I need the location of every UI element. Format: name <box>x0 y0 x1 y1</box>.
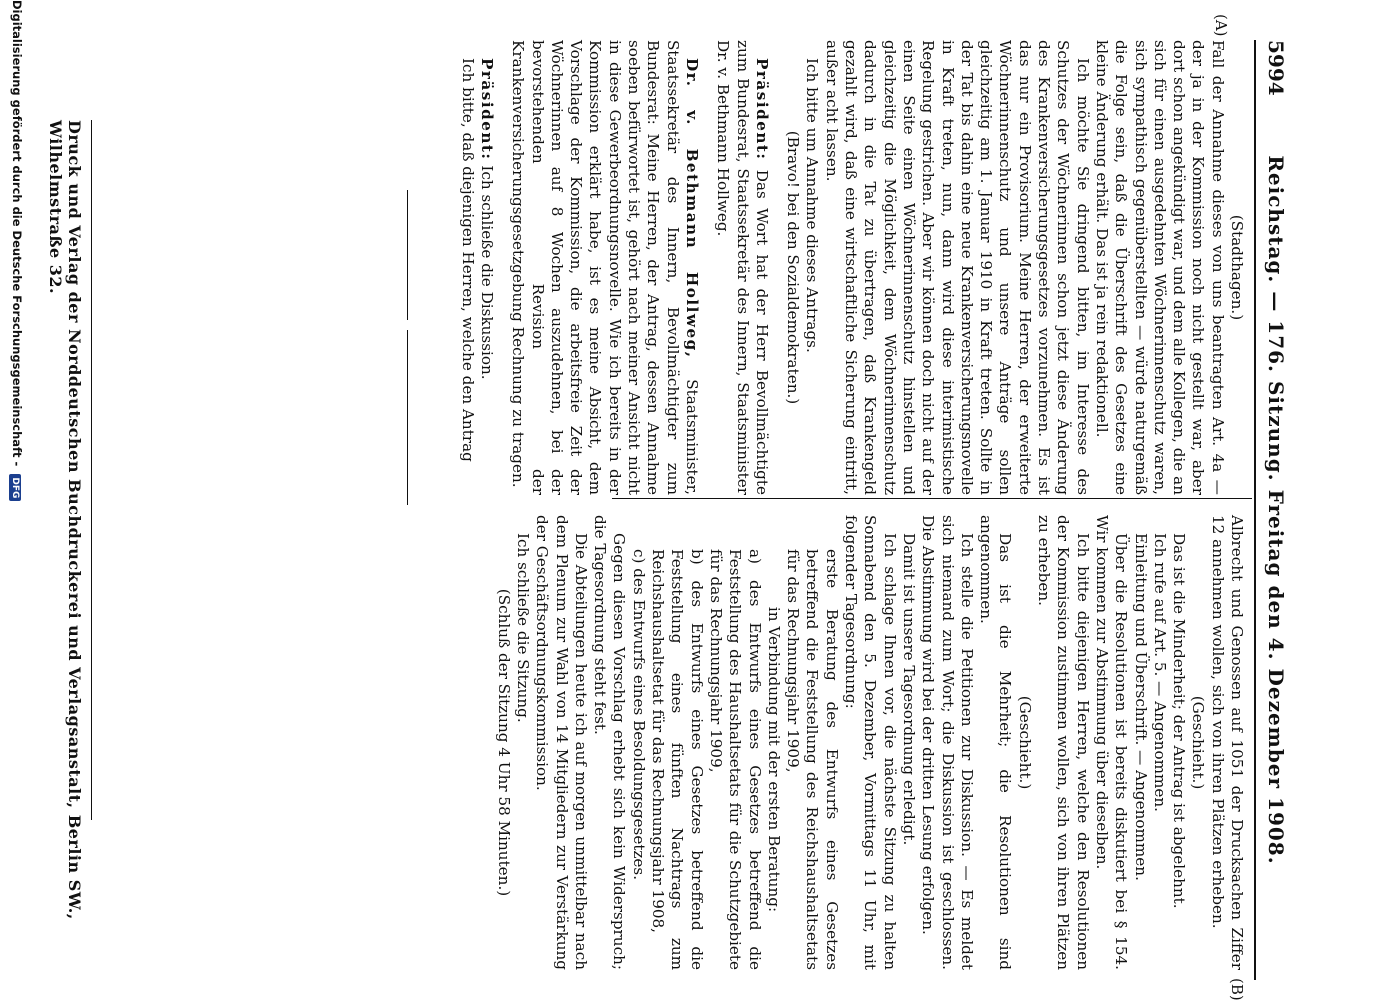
paragraph <box>841 515 899 970</box>
paragraph <box>771 40 783 495</box>
paragraph <box>706 515 764 970</box>
paragraph <box>493 515 512 970</box>
paragraph <box>783 40 802 495</box>
margin-mark-b: (B) <box>1228 978 1246 1001</box>
paragraph-text: Ich rufe auf Art. 5. — Angenommen. <box>1150 533 1169 812</box>
paragraph-text: Fall der Annahme dieses von uns beantragten Art. 4a — der ja in der Kommission noch nicht gestellt war, aber dort schon angekündigt war, und dem alle Kollegen, die an sich für einen ausgedehnten Wöchnerinnenschutz waren, sich sympathisch gegenüberstellten — würde naturgemäß die Folge sein, daß die Überschrift des Gesetzes eine kleine Änderung erhält. Das ist ja rein redaktionell. <box>1092 40 1227 495</box>
paragraph <box>457 40 476 495</box>
paragraph <box>1227 40 1246 495</box>
column-rule <box>612 498 1252 499</box>
paragraph <box>976 515 1015 970</box>
page-number: 5994 <box>1264 40 1288 96</box>
paragraph <box>1207 515 1246 970</box>
paragraph-text: Staatsminister, Staatssekretär des Innern, Bevollmächtigter zum Bundesrat: Meine Herren, der Antrag, dessen Annahme soeben befürwortet ist, gehört nach meiner Ansicht nicht in diese Gewerbeordnungsnovelle. Wie ich bereits in der Kommission erklärt habe, ist es meine Absicht, dem Vorschlage der Kommission, die arbeitsfreie Zeit der Wöchnerinnen auf 8 Wochen auszudehnen, bei der bevorstehenden Revision der Krankenversicherungsgesetzgebung Rechnung zu tragen. <box>509 40 701 495</box>
header-rule <box>1254 40 1256 980</box>
paragraph-text: Ich möchte Sie dringend bitten, im Interesse des Schutzes der Wöchnerinnen schon jetzt diese Änderung des Krankenversicherungsgesetzes vorzunehmen. Es ist das nur ein Provisorium. Meine Herren, der erweiterte Wöchnerinnenschutz und unsere Anträge sollen gleichzeitig am 1. Januar 1910 in Kraft treten. Sollte in der Tat bis dahin eine neue Krankenversicherungsnovelle in Kraft treten, nun, dann wird diese interimistische Regelung gestrichen. Aber wir können doch nicht auf der einen Seite einen Wöchnerinnenschutz hinstellen und gleichzeitig die Möglichkeit, dem Wöchnerinnenschutz dadurch in die Tat zu übertragen, daß Krankengeld gezahlt wird, daß eine wirtschaftliche Sicherung eintritt, außer acht lassen. <box>822 40 1092 495</box>
paragraph <box>1188 515 1207 970</box>
paragraph <box>496 40 508 495</box>
speaker-name: Präsident: <box>752 58 771 161</box>
paragraph-text: Das ist die Mehrheit; die Resolutionen sind angenommen. <box>977 515 1015 970</box>
paragraph <box>532 515 590 970</box>
paragraph <box>513 515 532 970</box>
paragraph <box>899 515 918 970</box>
right-column <box>493 515 1246 970</box>
paragraph <box>1014 515 1033 970</box>
paragraph <box>783 515 841 970</box>
paragraph <box>1092 40 1227 495</box>
paragraph <box>918 515 976 970</box>
paragraph-text: Das Wort hat der Herr Bevollmächtigte zum Bundesrat, Staatssekretär des Innern, Staatsminister Dr. v. Bethmann Hollweg. <box>714 40 771 495</box>
speaker-name: Dr. v. Bethmann Hollweg, <box>682 58 701 359</box>
paragraph <box>590 515 629 970</box>
paragraph <box>701 40 713 495</box>
dfg-logo: DFG <box>9 474 21 501</box>
paragraph-text: Ich schließe die Diskussion. <box>478 165 497 380</box>
paragraph-text: (Geschieht.) <box>1189 695 1208 790</box>
paragraph <box>764 515 783 970</box>
paragraph-text: Über die Resolutionen ist bereits diskutiert bei § 154. Wir kommen zur Abstimmung über dieselben. <box>1092 515 1131 970</box>
paragraph-text: (Schluß der Sitzung 4 Uhr 58 Minuten.) <box>494 588 513 897</box>
left-column <box>457 40 1246 495</box>
paragraph-text: Ich stelle die Petitionen zur Diskussion. — Es meldet sich niemand zum Wort; die Diskussion ist geschlossen. Die Abstimmung wird bei der dritten Lesung erfolgen. <box>919 515 976 970</box>
paragraph-text: Ich schlage Ihnen vor, die nächste Sitzung zu halten Sonnabend den 5. Dezember, Vormittags 11 Uhr, mit folgender Tagesordnung: <box>842 515 899 970</box>
end-rule-left <box>407 190 408 320</box>
paragraph <box>713 40 771 495</box>
paragraph-text: Das ist die Minderheit; der Antrag ist abgelehnt. <box>1170 533 1189 909</box>
paragraph-text: (Geschieht.) <box>1015 695 1034 790</box>
paragraph-text: in Verbindung mit der ersten Beratung: <box>764 606 783 913</box>
end-rule-right <box>407 330 408 505</box>
paragraph <box>648 515 706 970</box>
paragraph-text: Ich bitte diejenigen Herren, welche den Resolutionen der Kommission zustimmen wollen, sich von ihren Plätzen zu erheben. <box>1035 515 1092 970</box>
paragraph <box>1092 515 1131 970</box>
paragraph <box>821 40 1091 495</box>
paragraph-text: Ich schließe die Sitzung. <box>514 533 533 723</box>
imprint-rule <box>91 120 92 820</box>
paragraph-text: Albrecht und Genossen auf 1051 der Drucksachen Ziffer 12 annehmen wollen, sich von ihren Plätzen erheben. <box>1208 515 1246 970</box>
footer-text: Digitalisierung gefördert durch die Deutsche Forschungsgemeinschaft - <box>10 0 24 467</box>
paragraph-text: Gegen diesen Vorschlag erhebt sich kein Widerspruch; die Tagesordnung steht fest. <box>591 515 629 970</box>
margin-mark-a: (A) <box>1212 14 1230 37</box>
paragraph-text: b) des Entwurfs eines Gesetzes betreffend die Feststellung eines fünften Nachtrags zum Reichshaushaltsetat für das Rechnungsjahr 1908, <box>649 549 706 970</box>
paragraph <box>1150 515 1169 970</box>
paragraph <box>1169 515 1188 970</box>
paragraph <box>802 40 821 495</box>
paragraph-text: Damit ist unsere Tagesordnung erledigt. <box>899 533 918 846</box>
paragraph <box>629 515 648 970</box>
page-header <box>1260 40 1290 980</box>
paragraph <box>1034 515 1092 970</box>
imprint: Druck und Verlag der Norddeutschen Buchdruckerei und Verlagsanstalt, Berlin SW., Wilhelmstraße 32. <box>46 120 84 920</box>
paragraph-text: Die Abteilungen heute ich auf morgen unmittelbar nach dem Plenum zur Wahl von 14 Mitgliedern zur Verstärkung der Geschäftsordnungskommission. <box>533 515 590 970</box>
digitization-footer <box>9 0 24 1000</box>
page-title: Reichstag. — 176. Sitzung. Freitag den 4. Dezember 1908. <box>1264 155 1288 865</box>
speaker-name: Präsident: <box>478 58 497 161</box>
paragraph-text: Einleitung und Überschrift. — Angenommen. <box>1131 533 1150 881</box>
paragraph <box>477 40 496 495</box>
paragraph <box>508 40 701 495</box>
paragraph-text: erste Beratung des Entwurfs eines Gesetzes betreffend die Feststellung des Reichshaushaltsetats für das Rechnungsjahr 1909, <box>784 549 841 970</box>
paragraph-text: a) des Entwurfs eines Gesetzes betreffend die Feststellung des Haushaltsetats für die Schutzgebiete für das Rechnungsjahr 1909, <box>706 549 764 970</box>
paragraph-text: (Bravo! bei den Sozialdemokraten.) <box>784 130 803 405</box>
paragraph-text: Ich bitte um Annahme dieses Antrags. <box>803 58 822 353</box>
paragraph-text: (Stadthagen.) <box>1228 214 1246 321</box>
paragraph-text: Ich bitte, daß diejenigen Herren, welche den Antrag <box>458 58 477 462</box>
paragraph <box>1130 515 1149 970</box>
paragraph-text: c) des Entwurfs eines Besoldungsgesetzes. <box>629 549 648 881</box>
